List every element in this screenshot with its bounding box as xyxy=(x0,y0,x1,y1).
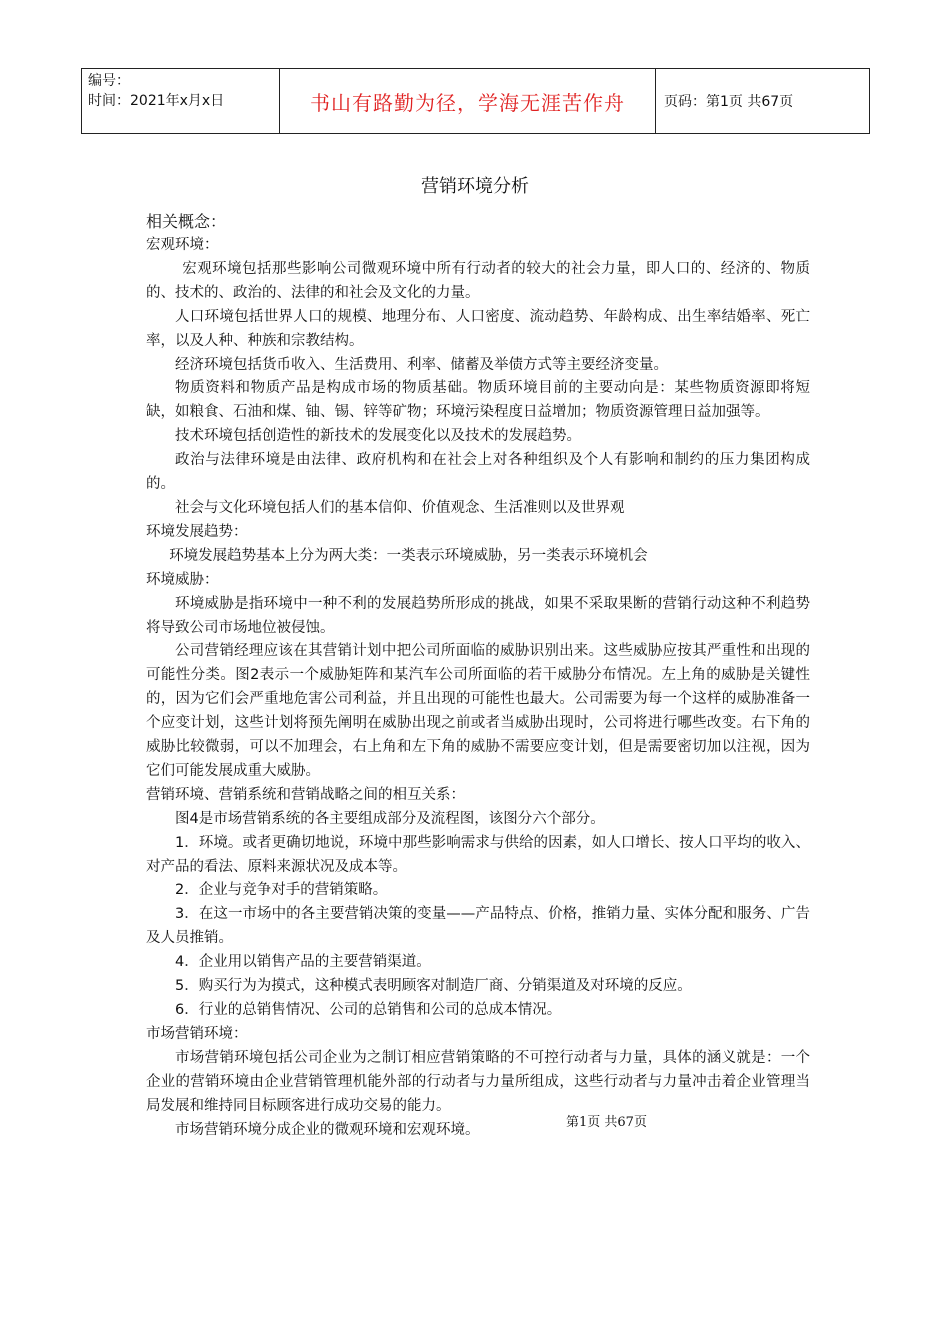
body-paragraph: 环境发展趋势基本上分为两大类：一类表示环境威胁，另一类表示环境机会 xyxy=(169,547,648,564)
body-paragraph: 市场营销环境分成企业的微观环境和宏观环境。 xyxy=(175,1121,480,1138)
section-heading: 营销环境、营销系统和营销战略之间的相互关系： xyxy=(146,786,465,803)
document-title: 营销环境分析 xyxy=(421,176,529,197)
body-paragraph: 图4是市场营销系统的各主要组成部分及流程图，该图分六个部分。 xyxy=(175,810,605,827)
body-paragraph: 政治与法律环境是由法律、政府机构和在社会上对各种组织及个人有影响和制约的压力集团构成的。 xyxy=(146,452,810,493)
body-paragraph: 物质资料和物质产品是构成市场的物质基础。物质环境目前的主要动向是：某些物质资源即将短缺，如粮食、石油和煤、铀、锡、锌等矿物；环境污染程度日益增加；物质资源管理日益加强等。 xyxy=(146,380,810,421)
list-item: 1．环境。或者更确切地说，环境中那些影响需求与供给的因素，如人口增长、按人口平均的收入、对产品的看法、原料来源状况及成本等。 xyxy=(146,834,810,875)
list-item: 5．购买行为为摸式，这种模式表明顾客对制造厂商、分销渠道及对环境的反应。 xyxy=(175,978,692,995)
list-item: 3．在这一市场中的各主要营销决策的变量——产品特点、价格，推销力量、实体分配和服务、广告及人员推销。 xyxy=(146,906,810,947)
section-heading: 市场营销环境： xyxy=(146,1025,248,1042)
section-heading: 宏观环境： xyxy=(146,237,219,253)
document-number-label: 编号： xyxy=(88,73,130,89)
header-page-cell xyxy=(656,69,869,133)
body-paragraph: 社会与文化环境包括人们的基本信仰、价值观念、生活准则以及世界观 xyxy=(175,499,625,516)
list-item: 6．行业的总销售情况、公司的总销售和公司的总成本情况。 xyxy=(175,1002,562,1018)
section-heading: 相关概念： xyxy=(146,212,227,231)
document-date-label: 时间：2021年x月x日 xyxy=(88,93,225,109)
list-item: 4．企业用以销售产品的主要营销渠道。 xyxy=(175,954,431,971)
header-motto-cell xyxy=(280,69,656,133)
body-paragraph: 人口环境包括世界人口的规模、地理分布、人口密度、流动趋势、年龄构成、出生率结婚率、死亡率，以及人种、种族和宗教结构。 xyxy=(146,308,810,349)
body-paragraph: 公司营销经理应该在其营销计划中把公司所面临的威胁识别出来。这些威胁应按其严重性和出现的可能性分类。图2表示一个威胁矩阵和某汽车公司所面临的若干威胁分布情况。左上角的威胁是关键性的，因为它们会严重地危害公司利益，并且出现的可能性也最大。公司需要为每一个这样的威胁准备一个应变计划，这些计划将预先阐明在威胁出现之前或者当威胁出现时，公司将进行哪些改变。右下角的威胁比较微弱，可以不加理会，右上角和左下角的威胁不需要应变计划，但是需要密切加以注视，因为它们可能发展成重大威胁。 xyxy=(146,643,810,779)
body-paragraph: 经济环境包括货币收入、生活费用、利率、储蓄及举债方式等主要经济变量。 xyxy=(175,356,668,373)
header-motto: 书山有路勤为径，学海无涯苦作舟 xyxy=(310,90,625,115)
section-heading: 环境威胁： xyxy=(146,571,219,588)
page-footer: 第1页 共67页 xyxy=(566,1115,647,1130)
body-paragraph: 环境威胁是指环境中一种不利的发展趋势所形成的挑战，如果不采取果断的营销行动这种不利趋势将导致公司市场地位被侵蚀。 xyxy=(146,595,810,636)
body-paragraph: 市场营销环境包括公司企业为之制订相应营销策略的不可控行动者与力量，具体的涵义就是：一个企业的营销环境由企业营销管理机能外部的行动者与力量所组成，这些行动者与力量冲击着企业管理当局发展和维持同目标顾客进行成功交易的能力。 xyxy=(146,1049,810,1114)
header-meta-cell xyxy=(82,69,280,133)
body-paragraph: 宏观环境包括那些影响公司微观环境中所有行动者的较大的社会力量，即人口的、经济的、物质的、技术的、政治的、法律的和社会及文化的力量。 xyxy=(146,260,810,301)
document-body xyxy=(146,210,810,1142)
header-page-info: 页码：第1页 共67页 xyxy=(664,94,794,110)
document-header xyxy=(81,68,870,134)
list-item: 2．企业与竞争对手的营销策略。 xyxy=(175,882,388,899)
section-heading: 环境发展趋势： xyxy=(146,523,248,540)
body-paragraph: 技术环境包括创造性的新技术的发展变化以及技术的发展趋势。 xyxy=(175,428,581,445)
